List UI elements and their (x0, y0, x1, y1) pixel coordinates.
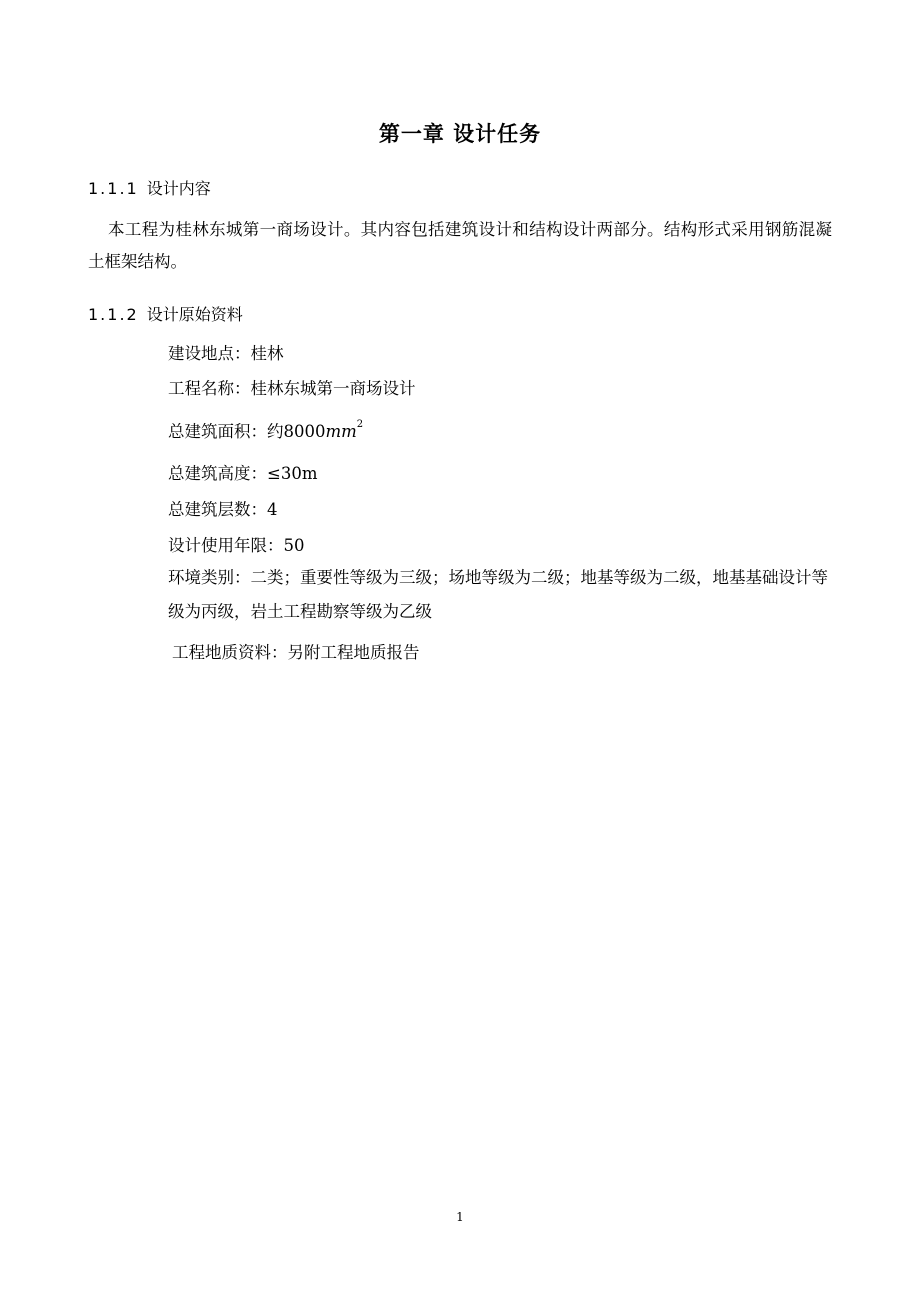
item-project-name: 工程名称：桂林东城第一商场设计 (168, 379, 416, 398)
item-environment-class: 环境类别：二类；重要性等级为三级；场地等级为二级；地基等级为二级，地基基础设计等级为丙级，岩土工程勘察等级为乙级 (168, 568, 828, 621)
section-number: 1.1.1 (88, 179, 139, 198)
item-floor-count: 总建筑层数：4 (168, 500, 278, 519)
area-label: 总建筑面积：约 (168, 422, 284, 441)
design-content-paragraph: 本工程为桂林东城第一商场设计。其内容包括建筑设计和结构设计两部分。结构形式采用钢筋混凝土框架结构。 (88, 220, 832, 271)
item-total-area (168, 418, 363, 442)
item-building-height: 总建筑高度：≤30m (168, 464, 318, 483)
area-exponent: 2 (356, 419, 364, 430)
item-service-life: 设计使用年限：50 (168, 536, 305, 555)
chapter-title: 第一章 设计任务 (378, 122, 542, 146)
area-value: 8000 (283, 422, 326, 441)
item-geology-data: 工程地质资料：另附工程地质报告 (172, 643, 420, 662)
section-heading-design-data (88, 302, 243, 325)
item-construction-site: 建设地点：桂林 (168, 344, 284, 363)
section-number: 1.1.2 (88, 305, 139, 324)
section-title: 设计原始资料 (146, 305, 243, 324)
area-unit: mm (325, 422, 357, 441)
section-title: 设计内容 (146, 179, 211, 198)
section-heading-design-content (88, 176, 211, 199)
page-number: 1 (456, 1210, 464, 1224)
